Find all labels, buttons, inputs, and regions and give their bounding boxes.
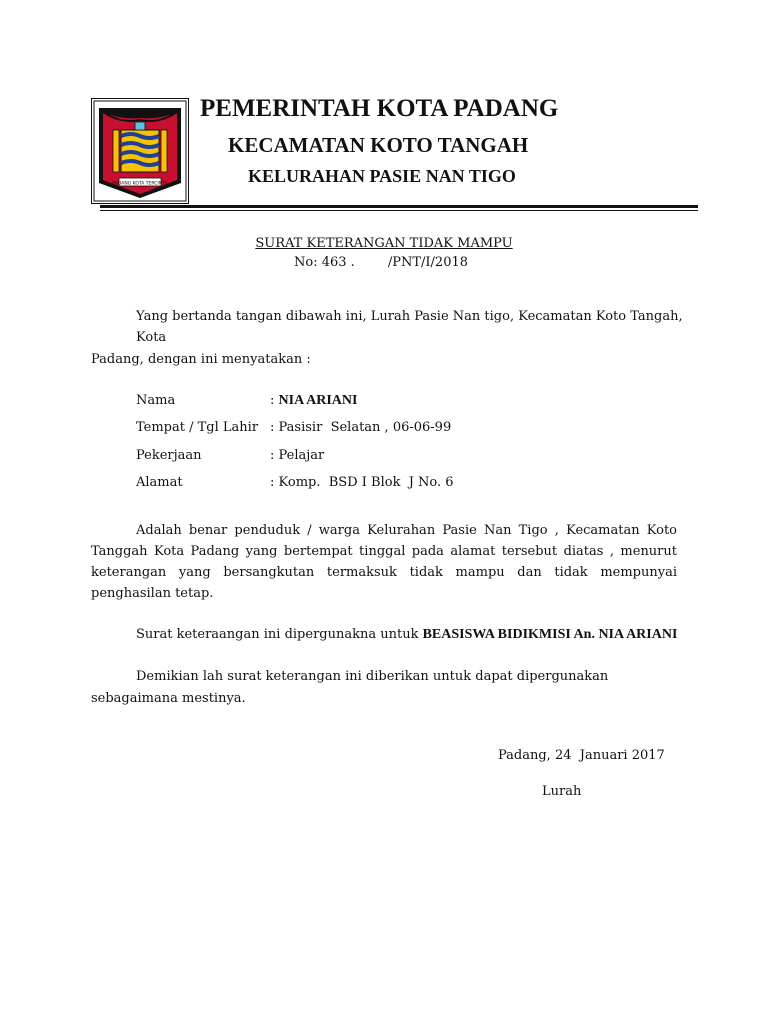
padang-city-emblem <box>91 98 189 204</box>
closing-line-2: sebagaimana mestinya. <box>91 691 246 706</box>
statement-paragraph: Adalah benar penduduk / warga Kelurahan Pasie Nan Tigo , Kecamatan Koto Tanggah Kota Padang yang bertempat tinggal pada alamat tersebut diatas , menurut keterangan yang bersangkutan termaksuk tidak mampu dan tidak mempunyai penghasilan tetap. <box>91 523 677 601</box>
letterhead-district: KECAMATAN KOTO TANGAH <box>228 133 529 157</box>
letter-number: No: 463 . /PNT/I/2018 <box>294 255 469 270</box>
field-label-alamat: Alamat <box>136 475 183 490</box>
intro-line-1: Yang bertanda tangan dibawah ini, Lurah Pasie Nan tigo, Kecamatan Koto Tangah, <box>136 309 683 324</box>
letterhead-government: PEMERINTAH KOTA PADANG <box>200 95 559 122</box>
field-label-tempat-tgl-lahir: Tempat / Tgl Lahir <box>136 420 259 435</box>
emblem-ribbon-text: PADANG KOTA TERCINTA <box>112 181 168 187</box>
signatory-title: Lurah <box>542 784 582 799</box>
field-value-alamat: : Komp. BSD I Blok J No. 6 <box>270 475 454 490</box>
intro-line-3: Padang, dengan ini menyatakan : <box>91 352 311 367</box>
intro-line-2: Kota <box>136 330 167 345</box>
letter-date: Padang, 24 Januari 2017 <box>498 748 665 763</box>
letterhead-rule-thick <box>100 205 698 208</box>
field-value-nama: : NIA ARIANI <box>270 393 358 408</box>
field-label-pekerjaan: Pekerjaan <box>136 448 202 463</box>
field-label-nama: Nama <box>136 393 176 408</box>
letterhead-village: KELURAHAN PASIE NAN TIGO <box>248 166 516 186</box>
letterhead-rule-thin <box>100 210 698 211</box>
purpose-line: Surat keteraangan ini dipergunakna untuk BEASISWA BIDIKMISI An. NIA ARIANI <box>136 627 678 642</box>
field-value-tempat-tgl-lahir: : Pasisir Selatan , 06-06-99 <box>270 420 452 435</box>
field-value-pekerjaan: : Pelajar <box>270 448 325 463</box>
closing-line-1: Demikian lah surat keterangan ini diberikan untuk dapat dipergunakan <box>136 669 609 684</box>
letter-title: SURAT KETERANGAN TIDAK MAMPU <box>255 236 513 251</box>
